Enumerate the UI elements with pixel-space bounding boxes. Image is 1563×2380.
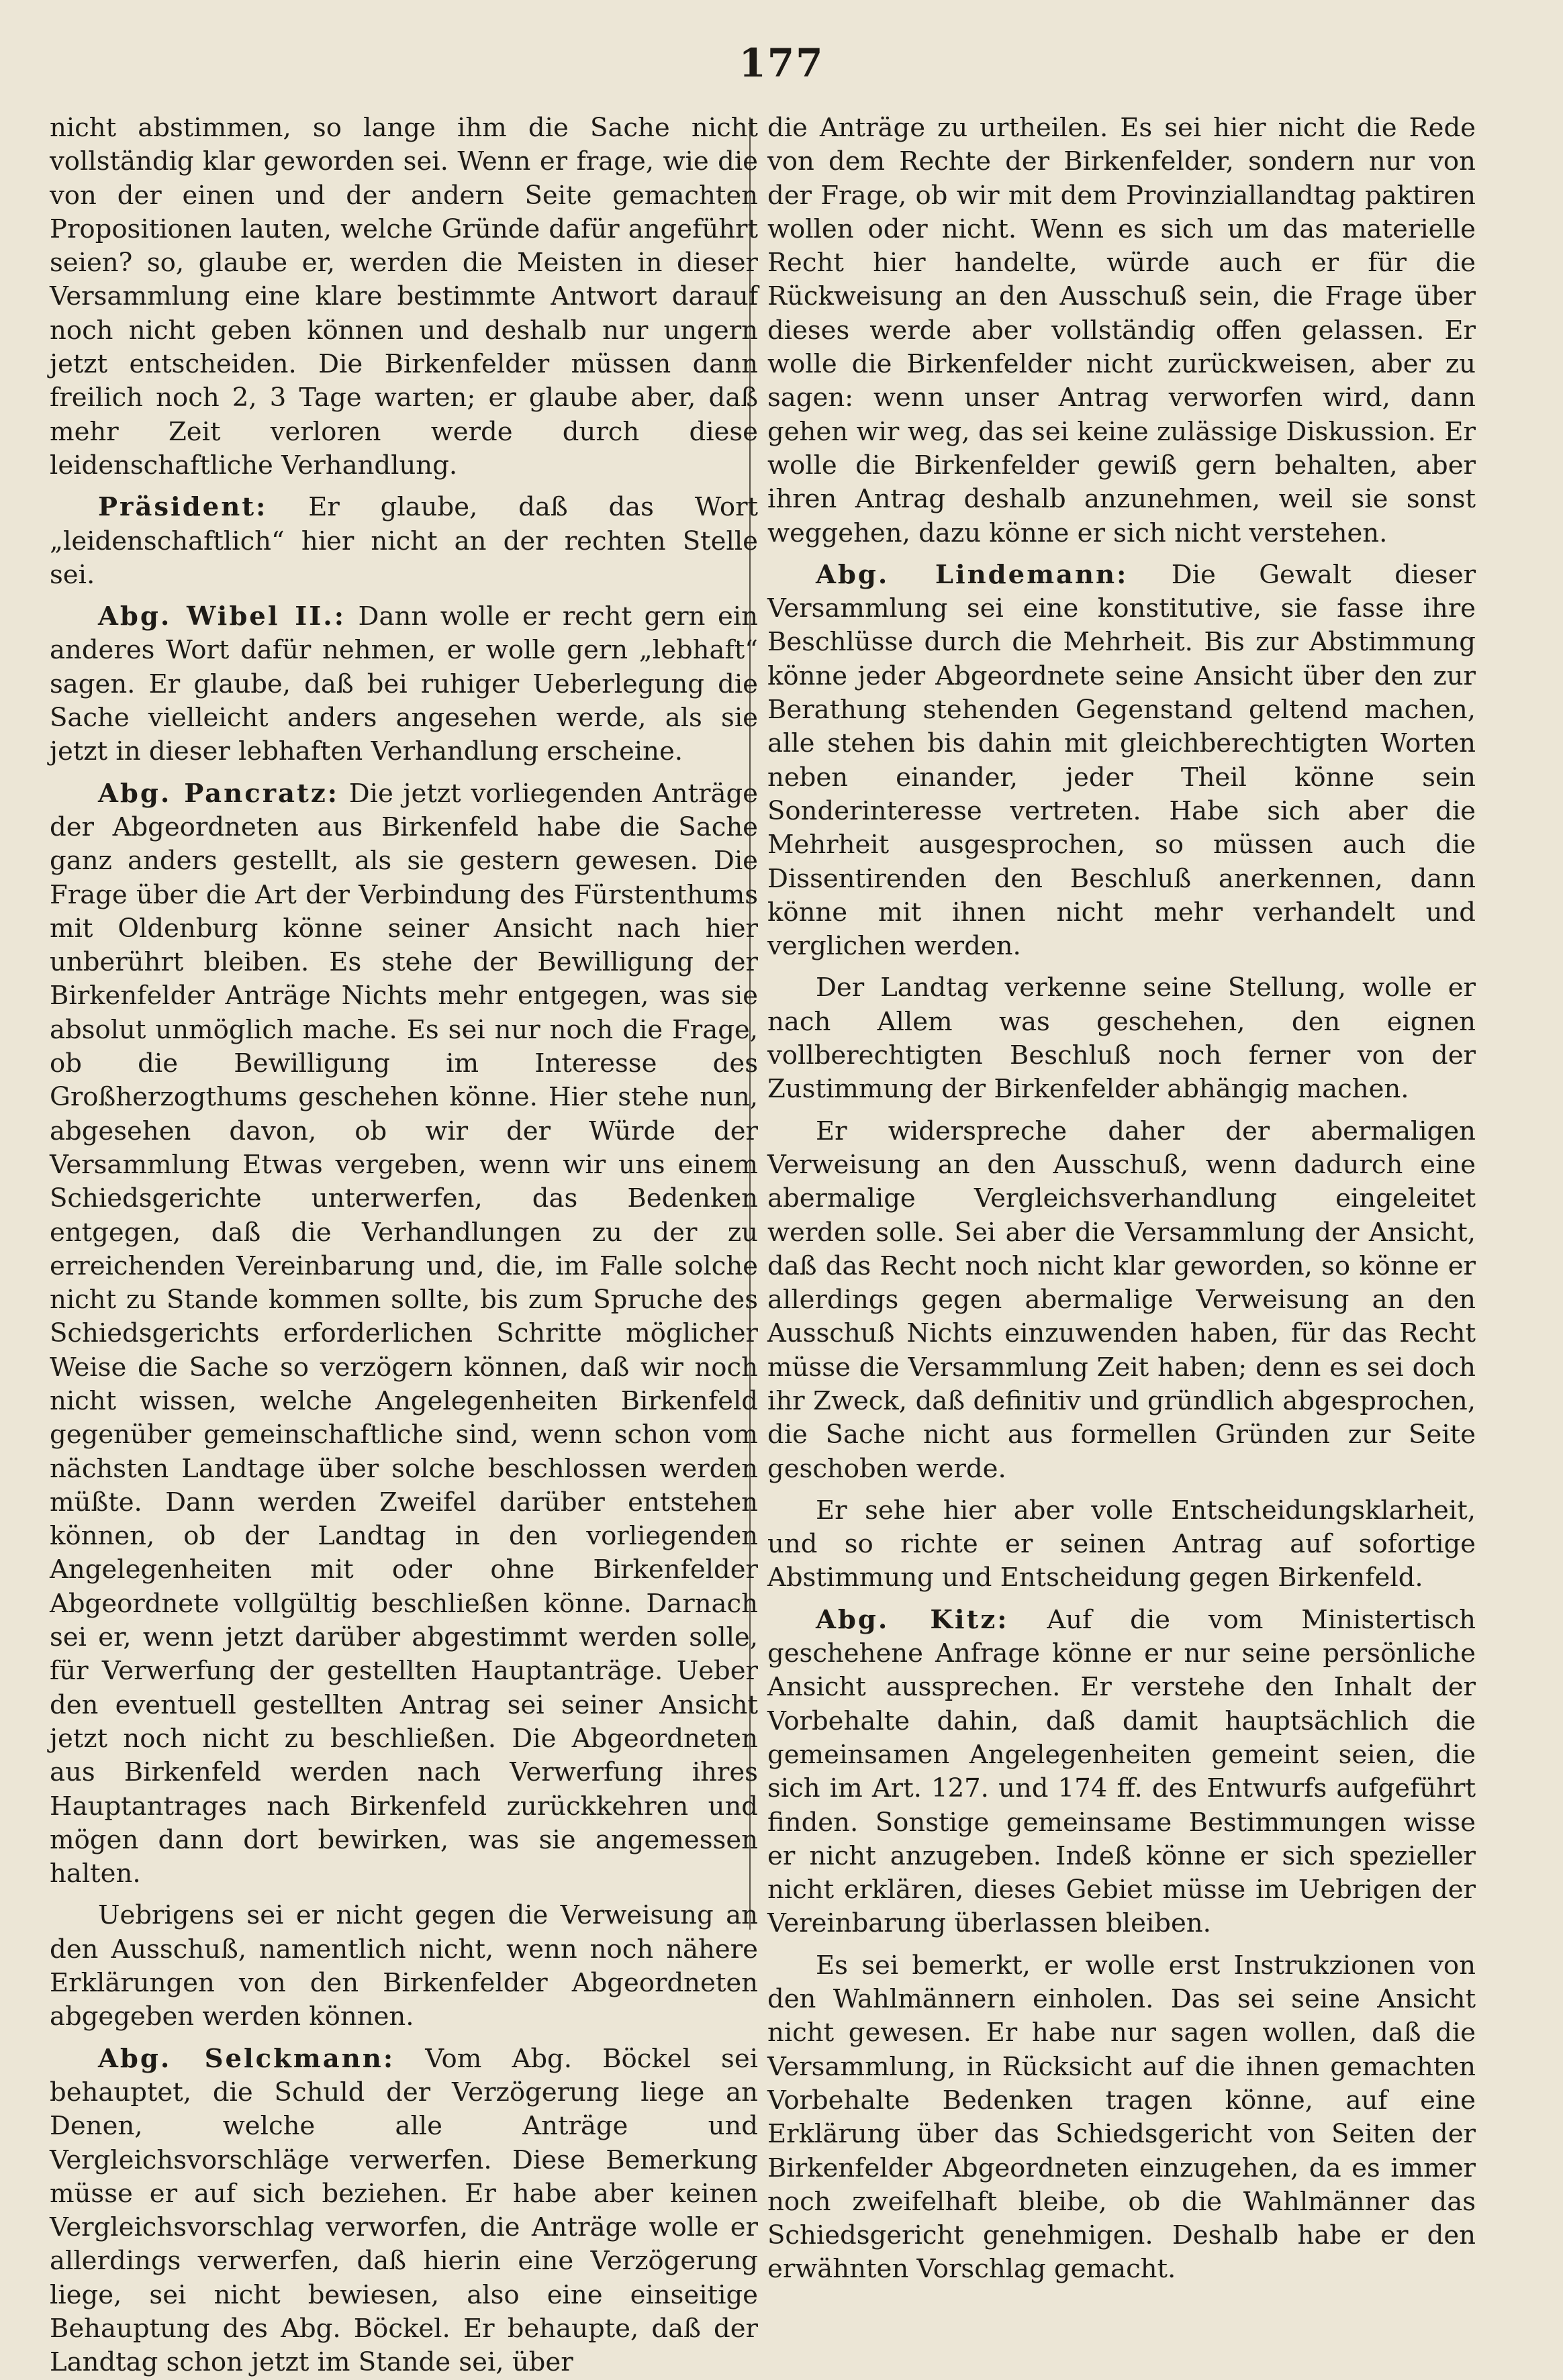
paragraph xyxy=(50,111,758,483)
paragraph-text: die Anträge zu urtheilen. Es sei hier nicht die Rede von dem Rechte der Birkenfelder, sondern nur von der Frage, ob wir mit dem Provinziallandtag paktiren wollen oder nicht. Wenn es sich um das materielle Recht hier handelte, würde auch er für die Rückweisung an den Ausschuß sein, die Frage über dieses werde aber vollständig offen gelassen. Er wolle die Birkenfelder nicht zurückweisen, aber zu sagen: wenn unser Antrag verworfen wird, dann gehen wir weg, das sei keine zulässige Diskussion. Er wolle die Birkenfelder gewiß gern behalten, aber ihren Antrag deshalb anzunehmen, weil sie sonst weggehen, dazu könne er sich nicht verstehen. xyxy=(767,113,1476,548)
paragraph xyxy=(767,971,1476,1106)
page-number: 177 xyxy=(739,40,824,86)
paragraph xyxy=(767,1115,1476,1486)
paragraph xyxy=(767,558,1476,964)
speaker-name: Abg. Selckmann: xyxy=(98,2043,395,2074)
right-column xyxy=(767,111,1476,2287)
paragraph xyxy=(50,491,758,592)
left-column xyxy=(50,111,758,2380)
paragraph-text: Dann wolle er recht gern ein anderes Wort dafür nehmen, er wolle gern „lebhaft“ sagen. Er glaube, daß bei ruhiger Ueberlegung die Sache vielleicht anders angesehen werde, als sie jetzt in dieser lebhaften Verhandlung erscheine. xyxy=(50,601,758,767)
paragraph-text: Der Landtag verkenne seine Stellung, wolle er nach Allem was geschehen, den eignen vollberechtigten Beschluß noch ferner von der Zustimmung der Birkenfelder abhängig machen. xyxy=(767,973,1476,1105)
paragraph-text: Die jetzt vorliegenden Anträge der Abgeordneten aus Birkenfeld habe die Sache ganz anders gestellt, als sie gestern gewesen. Die Frage über die Art der Verbindung des Fürstenthums mit Oldenburg könne seiner Ansicht nach hier unberührt bleiben. Es stehe der Bewilligung der Birkenfelder Anträge Nichts mehr entgegen, was sie absolut unmöglich mache. Es sei nur noch die Frage, ob die Bewilligung im Interesse des Großherzogthums geschehen könne. Hier stehe nun, abgesehen davon, ob wir der Würde der Versammlung Etwas vergeben, wenn wir uns einem Schiedsgerichte unterwerfen, das Bedenken entgegen, daß die Verhandlungen zu der zu erreichenden Vereinbarung und, die, im Falle solche nicht zu Stande kommen sollte, bis zum Spruche des Schiedsgerichts erforderlichen Schritte möglicher Weise die Sache so verzögern können, daß wir noch nicht wissen, welche Angelegenheiten Birkenfeld gegenüber gemeinschaftliche sind, wenn schon vom nächsten Landtage über solche beschlossen werden müßte. Dann werden Zweifel darüber entstehen können, ob der Landtag in den vorliegenden Angelegenheiten mit oder ohne Birkenfelder Abgeordnete vollgültig beschließen könne. Darnach sei er, wenn jetzt darüber abgestimmt werden solle, für Verwerfung der gestellten Hauptanträge. Ueber den eventuell gestellten Antrag sei seiner Ansicht jetzt noch nicht zu beschließen. Die Abgeordneten aus Birkenfeld werden nach Verwerfung ihres Hauptantrages nach Birkenfeld zurückkehren und mögen dann dort bewirken, was sie angemessen halten. xyxy=(50,778,759,1889)
paragraph-text: Die Gewalt dieser Versammlung sei eine konstitutive, sie fasse ihre Beschlüsse durch die Mehrheit. Bis zur Abstimmung könne jeder Abgeordnete seine Ansicht über den zur Berathung stehenden Gegenstand geltend machen, alle stehen bis dahin mit gleichberechtigten Worten neben einander, jeder Theil könne sein Sonderinteresse vertreten. Habe sich aber die Mehrheit ausgesprochen, so müssen auch die Dissentirenden den Beschluß anerkennen, dann könne mit ihnen nicht mehr verhandelt und verglichen werden. xyxy=(767,559,1476,962)
paragraph-text: Er widerspreche daher der abermaligen Verweisung an den Ausschuß, wenn dadurch eine abermalige Vergleichsverhandlung eingeleitet werden solle. Sei aber die Versammlung der Ansicht, daß das Recht noch nicht klar geworden, so könne er allerdings gegen abermalige Verweisung an den Ausschuß Nichts einzuwenden haben, für das Recht müsse die Versammlung Zeit haben; denn es sei doch ihr Zweck, daß definitiv und gründlich abgesprochen, die Sache nicht aus formellen Gründen zur Seite geschoben werde. xyxy=(767,1115,1476,1484)
paragraph-text: Es sei bemerkt, er wolle erst Instrukzionen von den Wahlmännern einholen. Das sei seine Ansicht nicht gewesen. Er habe nur sagen wollen, daß die Versammlung, in Rücksicht auf die ihnen gemachten Vorbehalte Bedenken tragen könne, auf eine Erklärung über das Schiedsgericht von Seiten der Birkenfelder Abgeordneten einzugehen, da es immer noch zweifelhaft bleibe, ob die Wahlmänner das Schiedsgericht genehmigen. Deshalb habe er den erwähnten Vorschlag gemacht. xyxy=(767,1950,1476,2285)
paragraph-text: Er sehe hier aber volle Entscheidungsklarheit, und so richte er seinen Antrag auf sofortige Abstimmung und Entscheidung gegen Birkenfeld. xyxy=(767,1495,1476,1593)
paragraph xyxy=(50,2042,758,2380)
paragraph-text: Uebrigens sei er nicht gegen die Verweisung an den Ausschuß, namentlich nicht, wenn noch nähere Erklärungen von den Birkenfelder Abgeordneten abgegeben werden können. xyxy=(50,1900,758,2032)
paragraph xyxy=(767,1949,1476,2287)
paragraph-text: nicht abstimmen, so lange ihm die Sache nicht vollständig klar geworden sei. Wenn er frage, wie die von der einen und der andern Seite gemachten Propositionen lauten, welche Gründe dafür angeführt seien? so, glaube er, werden die Meisten in dieser Versammlung eine klare bestimmte Antwort darauf noch nicht geben können und deshalb nur ungern jetzt entscheiden. Die Birkenfelder müssen dann freilich noch 2, 3 Tage warten; er glaube aber, daß mehr Zeit verloren werde durch diese leidenschaftliche Verhandlung. xyxy=(50,113,758,481)
paragraph xyxy=(50,1899,758,2034)
speaker-name: Abg. Wibel II.: xyxy=(98,601,346,632)
paragraph-text: Vom Abg. Böckel sei behauptet, die Schuld der Verzögerung liege an Denen, welche alle Anträge und Vergleichsvorschläge verwerfen. Diese Bemerkung müsse er auf sich beziehen. Er habe aber keinen Vergleichsvorschlag verworfen, die Anträge wolle er allerdings verwerfen, daß hierin eine Verzögerung liege, sei nicht bewiesen, also eine einseitige Behauptung des Abg. Böckel. Er behaupte, daß der Landtag schon jetzt im Stande sei, über xyxy=(50,2043,758,2378)
paragraph xyxy=(50,777,758,1891)
paragraph xyxy=(767,111,1476,550)
paragraph-text: Er glaube, daß das Wort „leidenschaftlich“ hier nicht an der rechten Stelle sei. xyxy=(50,492,759,590)
speaker-name: Abg. Lindemann: xyxy=(816,559,1129,590)
paragraph xyxy=(767,1494,1476,1595)
speaker-name: Abg. Kitz: xyxy=(816,1604,1009,1635)
speaker-name: Abg. Pancratz: xyxy=(98,778,339,809)
paragraph-text: Auf die vom Ministertisch geschehene Anfrage könne er nur seine persönliche Ansicht aussprechen. Er verstehe den Inhalt der Vorbehalte dahin, daß damit hauptsächlich die gemeinsamen Angelegenheiten gemeint seien, die sich im Art. 127. und 174 ff. des Entwurfs aufgeführt finden. Sonstige gemeinsame Bestimmungen wisse er nicht anzugeben. Indeß könne er sich spezieller nicht erklären, dieses Gebiet müsse im Uebrigen der Vereinbarung überlassen bleiben. xyxy=(767,1604,1476,1939)
paragraph xyxy=(50,600,758,768)
paragraph xyxy=(767,1603,1476,1941)
speaker-name: Präsident: xyxy=(98,492,268,523)
